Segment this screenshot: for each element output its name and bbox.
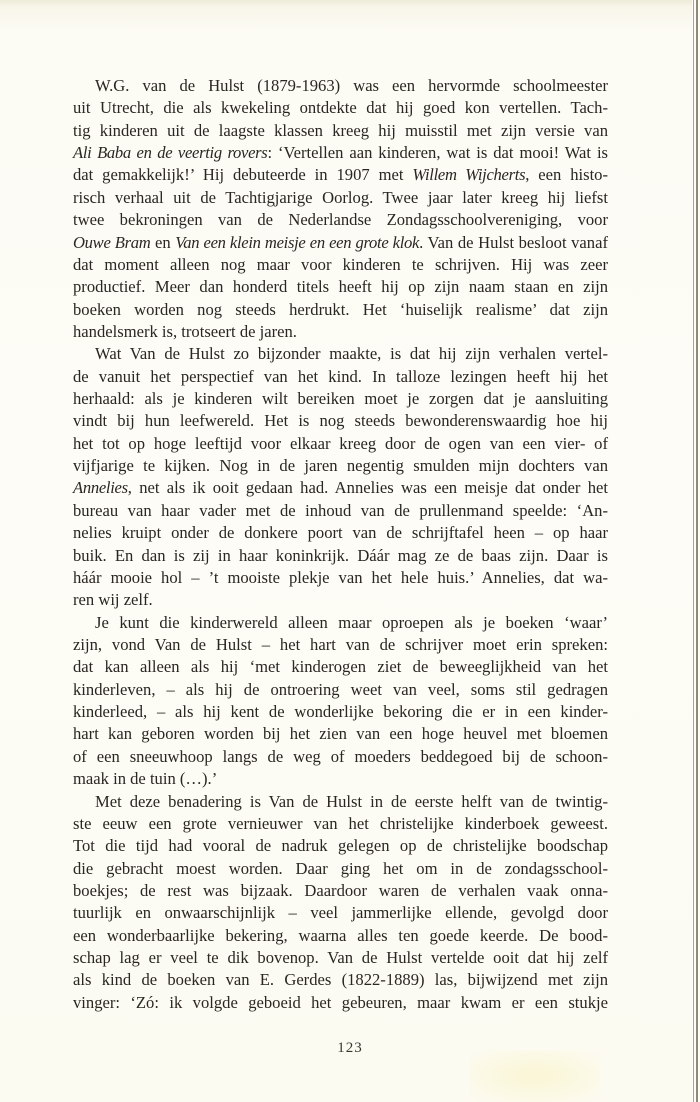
text-line: Wat Van de Hulst zo bijzonder maakte, is dat hij zijn verhalen vertel- [95, 344, 608, 364]
text-line: uit Utrecht, die als kwekeling ontdekte dat hij goed kon vertellen. Tach- [73, 98, 608, 118]
book-title: Willem Wijcherts [412, 165, 526, 185]
book-title: Van een klein meisje en een grote klok [175, 232, 420, 252]
text-line: een wonderbaarlijke bekering, waarna alles ten goede keerde. De bood- [73, 925, 608, 945]
book-title: Annelies [73, 478, 128, 498]
text-line: buik. En dan is zij in haar koninkrijk. Dáár mag ze de baas zijn. Daar is [73, 545, 608, 565]
text-line: als kind de boeken van E. Gerdes (1822-1889) las, bijwijzend met zijn [73, 970, 608, 990]
text-line: tig kinderen uit de laagste klassen kreeg hij muisstil met zijn versie van [73, 120, 608, 140]
text-line: of een sneeuwhoop langs de weg of moeders beddegoed bij de schoon- [73, 746, 608, 766]
text-line: productief. Meer dan honderd titels heeft hij op zijn naam staan en zijn [73, 277, 608, 297]
book-title: Ali Baba en de veertig rovers [73, 143, 268, 163]
text-line: het tot op hoge leeftijd voor elkaar kreeg door de ogen van een vier- of [73, 433, 608, 453]
text-line: vijfjarige te kijken. Nog in de jaren negentig smulden mijn dochters van [73, 456, 608, 476]
text-line: Ali Baba en de veertig rovers: ‘Vertellen aan kinderen, wat is dat mooi! Wat is [73, 143, 609, 163]
paper-stain [470, 1050, 600, 1102]
text-line: boeken worden nog steeds herdrukt. Het ‘huiselijk realisme’ dat zijn [73, 299, 608, 319]
page-edge-border [692, 0, 700, 1102]
text-line: ste eeuw een grote vernieuwer van het christelijke kinderboek geweest. [73, 813, 608, 833]
text-line: risch verhaal uit de Tachtigjarige Oorlog. Twee jaar later kreeg hij liefst [73, 187, 608, 207]
text-line: dat gemakkelijk!’ Hij debuteerde in 1907 met Willem Wijcherts, een histo- [73, 165, 608, 185]
text-line: kinderleed, – als hij kent de wonderlijke bekoring die er in een kinder- [73, 702, 608, 722]
paragraph [73, 75, 608, 343]
text-line: háár mooie hol – ’t mooiste plekje van het hele huis.’ Annelies, dat wa- [73, 567, 608, 587]
text-line: dat moment alleen nog maar voor kinderen te schrijven. Hij was zeer [73, 254, 608, 274]
text-line: nelies kruipt onder de donkere poort van de schrijftafel heen – op haar [73, 523, 608, 543]
text-line: hart kan geboren worden bij het zien van een hoge heuvel met bloemen [73, 724, 608, 744]
text-line: boekjes; de rest was bijzaak. Daardoor waren de verhalen vaak onna- [73, 880, 608, 900]
text-line: Ouwe Bram en Van een klein meisje en een grote klok. Van de Hulst besloot vanaf [73, 232, 608, 252]
text-line: herhaald: als je kinderen wilt bereiken moet je zorgen dat je aansluiting [73, 389, 608, 409]
text-line: kinderleven, – als hij de ontroering weet van veel, soms stil gedragen [73, 679, 608, 699]
text-line: Annelies, net als ik ooit gedaan had. Annelies was een meisje dat onder het [73, 478, 608, 498]
body-text [73, 75, 608, 1014]
scan-top-edge [0, 0, 700, 6]
text-line: dat kan alleen als hij ‘met kinderogen ziet de beweeglijkheid van het [73, 657, 608, 677]
text-line: Je kunt die kinderwereld alleen maar oproepen als je boeken ‘waar’ [95, 612, 608, 632]
text-line: Met deze benadering is Van de Hulst in de eerste helft van de twintig- [95, 791, 608, 811]
text-line: twee bekroningen van de Nederlandse Zondagsschoolvereniging, voor [73, 210, 608, 230]
text-line: tuurlijk en onwaarschijnlijk – veel jammerlijke ellende, gevolgd door [73, 903, 608, 923]
paragraph [73, 343, 608, 611]
text-line: W.G. van de Hulst (1879-1963) was een hervormde schoolmeester [95, 76, 608, 95]
text-line: handelsmerk is, trotseert de jaren. [73, 321, 297, 341]
text-line: maak in de tuin (…).’ [73, 769, 218, 789]
text-line: Tot die tijd had vooral de nadruk gelegen op de christelijke boodschap [73, 836, 608, 856]
text-line: de vanuit het perspectief van het kind. In talloze lezingen heeft hij het [73, 366, 608, 386]
text-line: ren wij zelf. [73, 590, 153, 610]
text-line: die gebracht moest worden. Daar ging het om in de zondagsschool- [73, 858, 608, 878]
text-line: vindt bij hun leefwereld. Het is nog steeds bewonderenswaardig hoe hij [73, 411, 608, 431]
book-title: Ouwe Bram [73, 232, 151, 252]
paragraph [73, 791, 608, 1015]
paragraph [73, 612, 608, 791]
text-line: schap lag er veel te dik bovenop. Van de Hulst vertelde ooit dat hij zelf [73, 948, 608, 968]
page-number: 123 [337, 1040, 363, 1056]
text-line: vinger: ‘Zó: ik volgde geboeid het gebeuren, maar kwam er een stukje [73, 992, 608, 1012]
text-line: zijn, vond Van de Hulst – het hart van de schrijver moet erin spreken: [73, 634, 608, 654]
text-line: bureau van haar vader met de inhoud van de prullenmand speelde: ‘An- [73, 500, 608, 520]
